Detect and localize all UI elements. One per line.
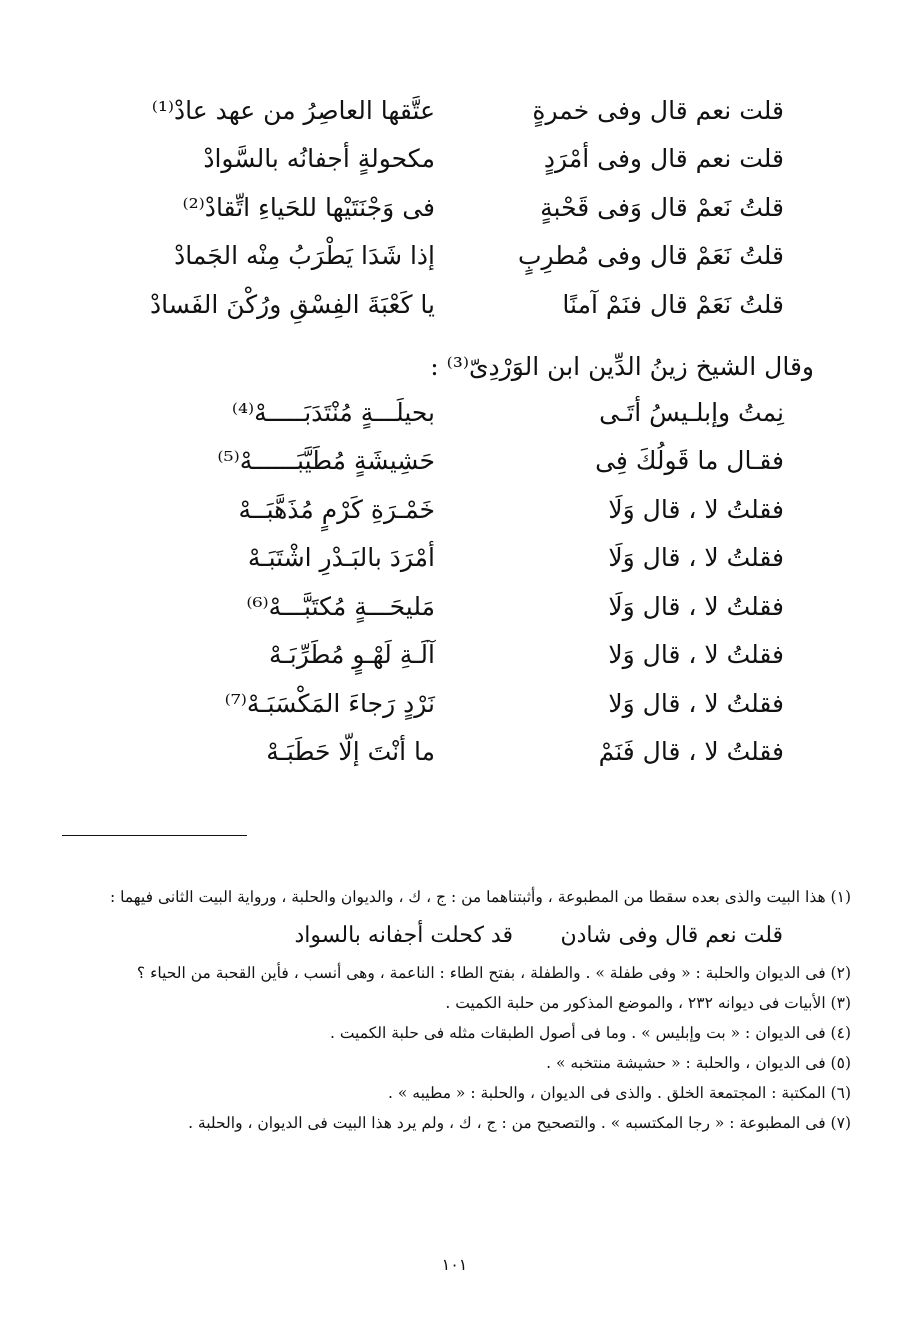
first-hemistich: قلت نعم قال وفى خمرةٍ: [532, 95, 784, 125]
verse-line: [100, 534, 784, 583]
second-hemistich: فى وَجْنَتَيْها للحَياءِ اتِّقادْ⁽²⁾: [182, 192, 435, 222]
footnote-3: (٣) الأبيات فى ديوانه ٢٣٢ ، والموضع المذكور من حلبة الكميت .: [445, 994, 851, 1012]
verse-line: [100, 437, 784, 486]
footnote-6: (٦) المكتبة : المجتمعة الخلق . والذى فى الديوان ، والحلبة : « مطيبه » .: [388, 1084, 851, 1102]
poem-ibn-wardi: [100, 388, 784, 776]
second-hemistich: نَرْدٍ رَجاءَ المَكْسَبَـهْ⁽⁷⁾: [224, 688, 435, 718]
verse-line: [100, 388, 784, 437]
footnote-verse: [55, 912, 851, 958]
second-hemistich: ما أنْتَ إلّا حَطَبَـهْ: [266, 737, 435, 767]
verse-line: [100, 86, 784, 135]
first-hemistich: قلت نعم قال وفى أمْرَدٍ: [543, 144, 784, 174]
verse-line: [100, 232, 784, 281]
first-hemistich: قلت نعم قال وفى شادن: [560, 922, 783, 948]
first-hemistich: قلتُ نَعَمْ قال فنَمْ آمنًا: [562, 289, 784, 319]
first-hemistich: فقلتُ لا ، قال وَلَا: [608, 591, 784, 621]
first-hemistich: فقلتُ لا ، قال وَلا: [608, 688, 784, 718]
verse-line: [100, 728, 784, 777]
footnote-2: (٢) فى الديوان والحلبة : « وفى طفلة » . والطفلة ، بفتح الطاء : الناعمة ، وهى أنسب ، فأين القحبة من الحياء ؟: [136, 964, 851, 982]
verse-line: [100, 135, 784, 184]
second-hemistich: عتَّقها العاصِرُ من عهد عادْ⁽¹⁾: [151, 95, 435, 125]
poem-introduction: وقال الشيخ زينُ الدِّين ابن الوَرْدِىّ⁽³⁾ :: [430, 352, 814, 381]
first-hemistich: نِمتُ وإبلـيسُ أتَـى: [599, 397, 784, 427]
second-hemistich: بحيلَـــةٍ مُنْتَدَبَـــــهْ⁽⁴⁾: [231, 397, 435, 427]
second-hemistich: إذا شَدَا يَطْرَبُ مِنْه الجَمادْ: [174, 241, 435, 271]
second-hemistich: آلَـةِ لَهْـوٍ مُطَرِّبَـهْ: [269, 640, 435, 670]
second-hemistich: يا كَعْبَةَ الفِسْقِ ورُكْنَ الفَسادْ: [150, 289, 435, 319]
first-hemistich: فقـال ما قَولُكَ فِى: [595, 446, 784, 476]
footnotes: [55, 882, 851, 1138]
second-hemistich: خَمْـرَةِ كَرْمٍ مُذَهَّبَــهْ: [238, 494, 435, 524]
footnote-4: (٤) فى الديوان : « بت وإبليس » . وما فى أصول الطبقات مثله فى حلبة الكميت .: [329, 1024, 851, 1042]
second-hemistich: مكحولةٍ أجفانُه بالسَّوادْ: [203, 144, 435, 174]
second-hemistich: مَليحَـــةٍ مُكتَبَّـــهْ⁽⁶⁾: [246, 591, 435, 621]
verse-line: [100, 582, 784, 631]
first-hemistich: قلتُ نَعمْ قال وَفى قَحْبةٍ: [540, 192, 784, 222]
verse-line: [100, 183, 784, 232]
second-hemistich: أمْرَدَ بالبَـدْرِ اشْتَبَـهْ: [247, 543, 435, 573]
verse-line: [100, 631, 784, 680]
verse-line: [100, 679, 784, 728]
first-hemistich: فقلتُ لا ، قال وَلَا: [608, 494, 784, 524]
second-hemistich: قد كحلت أجفانه بالسواد: [294, 922, 513, 948]
footnote-5: (٥) فى الديوان ، والحلبة : « حشيشة منتخبه » .: [546, 1054, 851, 1072]
verse-line: [100, 280, 784, 329]
page-number: ١٠١: [441, 1255, 468, 1274]
first-hemistich: فقلتُ لا ، قال فَنَمْ: [598, 737, 784, 767]
footnote-1: (١) هذا البيت والذى بعده سقطا من المطبوعة ، وأثبتناهما من : ج ، ك ، والديوان والحلبة ، ورواية البيت الثانى فيهما :: [109, 888, 851, 906]
first-hemistich: فقلتُ لا ، قال وَلَا: [608, 543, 784, 573]
poem-ibn-qadi: [100, 86, 784, 329]
second-hemistich: حَشِيشَةٍ مُطَيَّبَــــــهْ⁽⁵⁾: [217, 446, 435, 476]
first-hemistich: فقلتُ لا ، قال وَلا: [608, 640, 784, 670]
footnote-divider: [62, 835, 247, 836]
footnote-7: (٧) فى المطبوعة : « رجا المكتسبه » . والتصحيح من : ج ، ك ، ولم يرد هذا البيت فى الديوان ، والحلبة .: [188, 1114, 851, 1132]
first-hemistich: قلتُ نَعَمْ قال وفى مُطرِبٍ: [517, 241, 784, 271]
verse-line: [100, 485, 784, 534]
